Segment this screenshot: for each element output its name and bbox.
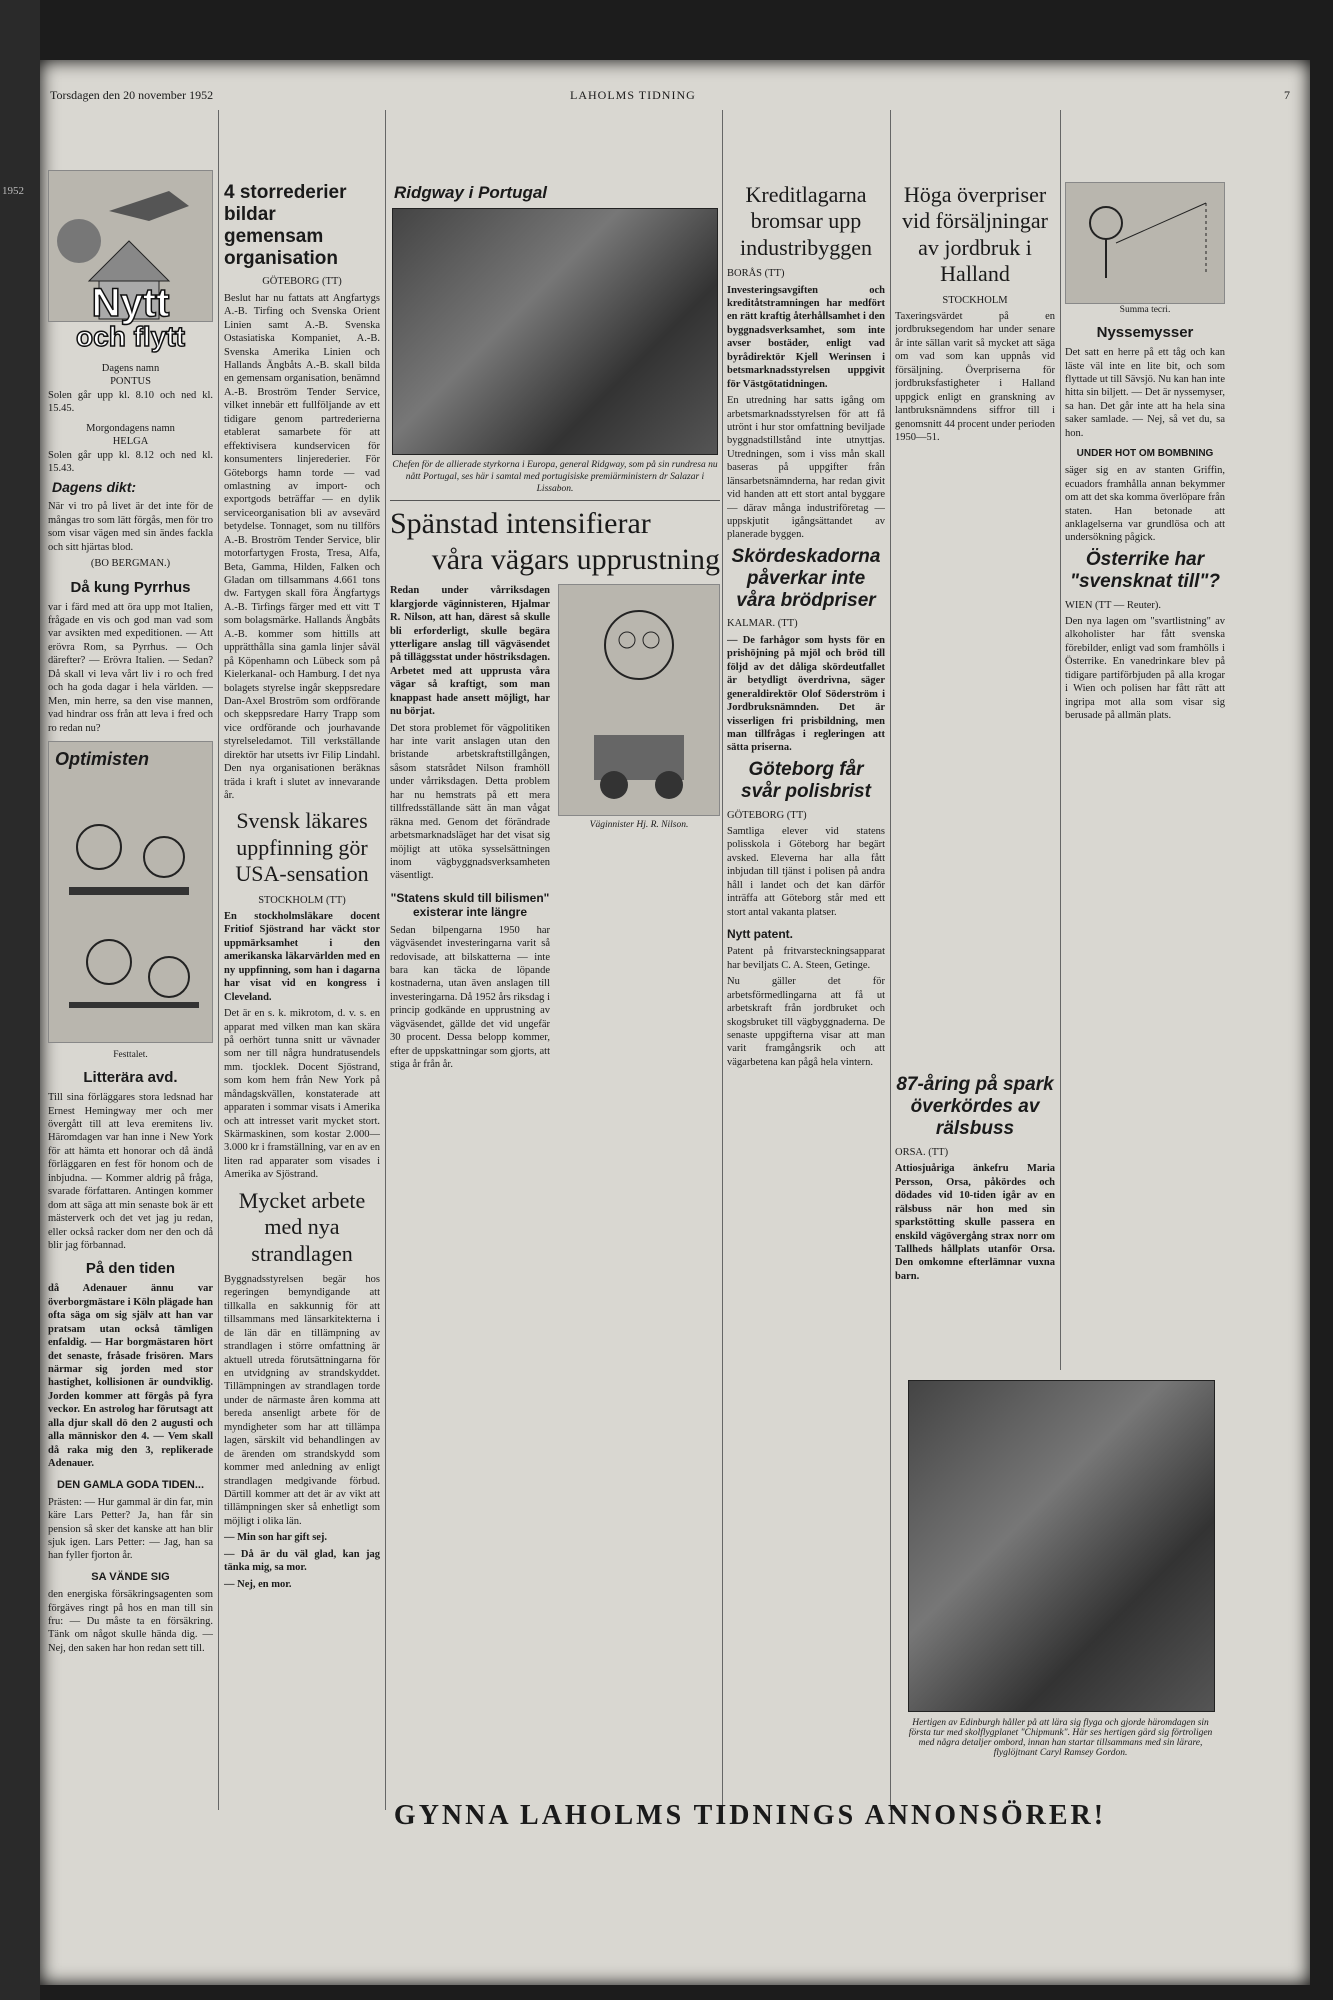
advertiser-banner: GYNNA LAHOLMS TIDNINGS ANNONSÖRER!: [393, 1800, 1107, 1831]
column-2: [224, 110, 380, 1790]
hoga-overpriser-headline: Höga överpriser vid försäljningar av jordbruk i Halland: [901, 182, 1049, 287]
dikt-author: (BO BERGMAN.): [90, 558, 171, 570]
column-6: [1065, 110, 1225, 1370]
bombning-body: säger sig en av stanten Griffin, ecuadors framhålla annan bekymmer om att det ska komma överlöpare från staten. Han betonade att anklagelserna var grundlösa och att undersökning pågick.: [1065, 465, 1225, 544]
statens-skuld-body: Sedan bilpengarna 1950 har vägväsendet investeringarna varit så redovisade, att bilskatterna — inte bara kan täcka de löpande kostnaderna, utan även anslagen till investeringarna. Då 1952 års riksdag i princip godkände en upprustning av vägväsendet, gällde det vid ungefär 30 procent. Dessa belopp kommer, efter de uppskattningar som gjorts, att stiga år från år.: [390, 924, 550, 1070]
kredit-headline: Kreditlagarna bromsar upp industribyggen: [740, 182, 872, 260]
nytt-patent-body: Patent på fritvarsteckningsapparat har beviljats C. A. Steen, Getinge.: [727, 946, 885, 971]
divider: [390, 500, 720, 501]
skorde-body: — De farhågor som hysts för en prishöjning på mjöl och bröd till följd av det dåliga skördeutfallet är betydligt överdrivna, säger generaldirektör Olof Söderström i Jordbruksnämnden. Det är visserligen fri prisbildning, men man tillfrågas i regleringen att sätta priserna.: [727, 634, 885, 754]
cartoon-caption: Festtalet.: [113, 1049, 148, 1060]
fisherman-drawing: [1066, 183, 1225, 303]
litterara-heading: Litterära avd.: [83, 1069, 178, 1087]
nytt-och-flytt-illustration: [48, 170, 213, 352]
column-rule: [722, 110, 723, 1810]
spanstad-lead: Redan under vårriksdagen klargjorde väginnisteren, Hjalmar R. Nilson, att han, därest så skulle bli erforderligt, skulle begära ytterligare anslag till vägväsendet på tilläggsstat under höstriksdagen. Arbetet med att upprusta våra vägar så kraftigt, som man knappast hade ansett möjligt, har nu börjat.: [390, 585, 550, 718]
lakare-dateline: STOCKHOLM (TT): [258, 894, 346, 906]
ridgway-headline: Ridgway i Portugal: [394, 183, 548, 202]
osterrike-dateline: WIEN (TT — Reuter).: [1065, 599, 1162, 611]
spanstad-headline-line2: våra vägars upprustning: [431, 543, 720, 577]
page-edge-left: [0, 0, 40, 2000]
rederier-headline: 4 storrederier bildar gemensam organisation: [224, 182, 347, 269]
spanstad-body: Det stora problemet för vägpolitiken har inte varit anslagen utan den bristande arbetskraftstillgången, såsom statsrådet Nilson framhöll under vårriksdagen. Detta problem har nu hemstrats på ett mera tillfredsställande sätt än man vågat räkna med. Genom det förändrade arbetsmarknadsläget har det visat sig möjligt att utöka sysselsättningen inom vägbyggnadsverksamheten väsentligt.: [390, 722, 550, 882]
summa-tecri-cartoon: [1065, 182, 1225, 304]
edinburgh-photo-caption: Hertigen av Edinburgh håller på att lära sig flyga och gjorde häromdagen sin första tur med skolflygplanet "Chipmunk". Här ses hertigen gärd sig förtroligen med några detaljer ombord, innan han startar tillsammans med sin lärare, flyglöjtnant Caryl Ramsey Gordon.: [908, 1718, 1213, 1758]
rederier-dateline: GÖTEBORG (TT): [262, 276, 342, 288]
page-header: [50, 84, 1300, 106]
orsa-dateline: ORSA. (TT): [895, 1146, 949, 1158]
caricature-drawing: [559, 585, 719, 815]
rederier-body: Beslut har nu fattats att Angfartygs A.-B. Tirfing och Svenska Orient Linien samt A.-B. Svenska Ostasiatiska Kompaniet, A.-B. Svenska Amerika Linien och Hallands Ängbåts A.-B. skall bilda en gemensam organisation, benämnd A.-B. Broström Tender Service, vilket innebär ett fullföljande av ett tidigare genom partrederierna etablerat samarbete för att effektivisera kundservicen för konsumenters linjerederier. För Göteborgs hamn torde — vad omlastning av import- och exportgods beträffar — en dylik serviceorganisation bli av avsevärd betydelse. Tonnaget, som nu tillförs A.-B. Broström Tender Service, blir motorfartygen Frosta, Tresa, Alfa, Beta, Gamma, Hilden, Falken och Gladan om tillsammans 4.661 tons dw. Fartygen skall föra Ängfartygs A.-B. Tirfings färger med ett vitt T som bolagsmärke. Hallands Ängbåts A.-B. kommer som hittills att upprätthålla sina gamla linjer såväl på Köpenhamn och Lübeck som på Kielerkanal- och Hamburg. I det nya bolagets styrelse ingår skeppsredare Dan-Axel Broström som ordförande och skeppsredare Harry Trapp som vice ordförande och jourhavande styrelseledamot. Till verkställande direktör har utsetts ivr Filip Lindahl. Den nya organisationen beräknas träda i kraft i slutet av innevarande år.: [224, 292, 380, 801]
nyssemysser-heading: Nyssemysser: [1096, 324, 1194, 342]
osterrike-headline: Österrike har "svensknat till"?: [1069, 548, 1220, 592]
nyssemysser-body: Det satt en herre på ett tåg och kan läste väl inte en lite bit, och som flyttade ut till Sävsjö. Nu kan han inte hitta sin biljett. — Det är nyssemyser, sa han. Det går inte att ha hela sina saker samlade. — Nej, så vet du, sa hon.: [1065, 347, 1225, 439]
skorde-headline: Skördeskadorna påverkar inte våra brödpriser: [731, 545, 881, 611]
spanstad-headline-line1: Spänstad intensifierar: [390, 507, 651, 541]
statens-skuld-headline: "Statens skuld till bilismen" existerar inte längre: [390, 890, 550, 920]
och-flytt-title: och flytt: [76, 321, 185, 352]
column-rule: [385, 110, 386, 1810]
nytt-title: Nytt: [91, 281, 170, 325]
osterrike-body: Den nya lagen om "svartlistning" av alkoholister har fått svenska förebilder, enligt vad som framhölls i Österrike. En vanedrinkare blev på tidigare partiförbjuden på alla krogar i Wien och polisen har fått rätt att ingripa mot alla som visar sig berusade på allmän plats.: [1065, 615, 1225, 722]
kredit-dateline: BORÅS (TT): [727, 268, 785, 280]
joke-line-3: — Nej, en mor.: [224, 1578, 292, 1590]
strandlagen-headline: Mycket arbete med nya strandlagen: [238, 1187, 366, 1266]
sunrise-text: Solen går upp kl. 8.10 och ned kl. 15.45.: [48, 389, 213, 415]
sunrise-tomorrow-text: Solen går upp kl. 8.12 och ned kl. 15.43.: [48, 449, 213, 475]
cartoon-drawing: [49, 777, 213, 1037]
ridgway-photo-caption: Chefen för de allierade styrkorna i Europa, general Ridgway, som på sin rundresa nu nått Portugal, ses här i samtal med portugisiske premiärministern dr Salazar i Lissabon.: [392, 459, 718, 495]
column-4: [727, 110, 885, 1790]
pyrrhus-heading: Då kung Pyrrhus: [70, 578, 191, 596]
column-rule: [218, 110, 219, 1810]
bombning-heading: UNDER HOT OM BOMBNING: [1076, 448, 1214, 460]
sa-vande-heading: SA VÄNDE SIG: [91, 1570, 170, 1583]
header-date: Torsdagen den 20 november 1952: [50, 88, 214, 102]
name-day-label: Dagens namn: [101, 363, 160, 374]
goteborg-body: Samtliga elever vid statens polisskola i Göteborg har begärt avsked. Eleverna har alla fått inbjudan till tjänst i polisen på andra håll i landet och det kan därför inträffa att Göteborg står med ett stort antal vakanta platser.: [727, 825, 885, 918]
edinburgh-photo: [908, 1380, 1215, 1712]
continued-body: Nu gäller det för arbetsförmedlingarna att få ut arbetskraft från jordbruket och skogsbruket till vägbyggnaderna. De senaste uppgifterna visar att man varit framgångsrik och att vägarbetena kan pågå hela vintern.: [727, 976, 885, 1068]
sa-vande-text: den energiska försäkringsagenten som förgäves ringt på hos en man till sin fru: — Du måste ta en försäkring. Tänk om något skulle hända dig. — Nej, den saken har hon redan sett till.: [48, 1589, 213, 1654]
pa-den-tiden-text: då Adenauer ännu var överborgmästare i Köln plägade han ofta säga om sig själv att han var pratsam utan också tämligen enfaldig. — Har borgmästaren hört det senaste, fråsade frisören. Mars närmar sig jorden med stor hastighet, kollisionen är oundviklig. Jorden kommer att förgås på fyra veckor. En astrolog har förutsagt att alla djur skall dö den 2 augusti och alla människor den 4. — Vem skall då raka mig den 3, replikerade Adenauer.: [48, 1283, 213, 1470]
dagens-dikt-text: När vi tro på livet är det inte för de mångas tro som lätt förgås, men för tro som visar vägen med sin ändes fackla och sitt hjärtas blod.: [48, 501, 213, 553]
kredit-body: En utredning har satts igång om arbetsmarknadsstyrelsen för att få utrönt i hur stor omfattning beviljade byggnadstillstånd inte utnyttjas. Utredningen, som i viss mån skall baseras på uppgifter från länsarbetsnämnderna, har redan givit vid handen att ett stort antal byggare — därav många industriföretag — uppskjutit igångsättandet av planerade byggen.: [727, 395, 885, 541]
header-page-number: 7: [1284, 88, 1290, 102]
optimisten-label: Optimisten: [55, 748, 150, 769]
column-rule: [1060, 110, 1061, 1370]
nilson-caricature: [558, 584, 720, 816]
litterara-text: Till sina förläggares stora ledsnad har Ernest Hemingway mer och mer övergått till att leva eremitens liv. Häromdagen var han inne i New York för att hämta ett honorar och då ändå förläggaren en fest för honom och de inbjudna. — Kommer aldrig på fråga, svarade författaren. Antingen kommer dom att säga att min senaste bok är ett mästerverk och det vet jag ju redan, eller också racker dom ner den och då blir jag förbannad.: [48, 1092, 213, 1251]
joke-line-1: — Min son har gift sej.: [224, 1532, 328, 1544]
optimisten-cartoon: [48, 741, 213, 1043]
nytt-patent-heading: Nytt patent.: [727, 927, 793, 942]
ridgway-salazar-photo: [392, 208, 718, 455]
column-1: [48, 110, 213, 1880]
goteborg-dateline: GÖTEBORG (TT): [727, 809, 807, 821]
column-rule: [890, 110, 891, 1810]
header-paper-name: LAHOLMS TIDNING: [570, 88, 696, 102]
dagens-dikt-heading: Dagens dikt:: [52, 478, 137, 495]
goteborg-headline: Göteborg får svår polisbrist: [741, 758, 871, 802]
summa-caption: Summa tecri.: [1119, 305, 1171, 315]
strandlagen-body: Byggnadsstyrelsen begär hos regeringen bemyndigande att tillkalla en sakkunnig för att tillsammans med länsarkitekterna i de län där en tillämpning av strandlagen i större omfattning är aktuell utreda förutsättningarna för en utvidgning av strandskyddet. Tillämpningen av strandlagen torde under de närmaste åren komma att bereda ansenligt arbete för de myndigheter som har att tillämpa lagen, särskilt vid behandlingen av de ärenden om strandskydd som kommer med anledning av enligt strandlagen medgivande förbud. Därtill kommer att det är av vikt att tillämpningen sker så enhetligt som möjligt i olika län.: [224, 1273, 380, 1527]
column-3: [390, 110, 720, 1790]
name-day: PONTUS: [110, 376, 151, 388]
lakare-lead: En stockholmsläkare docent Fritiof Sjöstrand har väckt stor uppmärksamhet i den amerikanska läkarvärlden med en ny uppfinning, som han i dagarna har visat vid en kongress i Cleveland.: [224, 911, 380, 1003]
gamla-goda-text: Prästen: — Hur gammal är din far, min käre Lars Petter? Ja, han får sin pension så sker det kanske att han blir sjuk igen. Lars Petter: — Jag, han sa han fyller fjorton år.: [48, 1496, 213, 1562]
name-day-tomorrow-label: Morgondagens namn: [86, 422, 175, 434]
kredit-lead: Investeringsavgiften och kreditåtstramningen har medfört en rätt kraftig återhållsamhet i den byggnadsverksamhet, som inte avser bostäder, enligt vad byrådirektör Kjell Werinsen i betsmarknadsstyrelsen uppgivit för Västgötatidningen.: [727, 284, 885, 390]
gamla-goda-heading: DEN GAMLA GODA TIDEN...: [56, 1478, 205, 1491]
orsa-headline: 87-åring på spark överkördes av rälsbuss: [896, 1074, 1054, 1140]
edge-year: 1952: [2, 185, 24, 197]
hoga-dateline: STOCKHOLM: [942, 294, 1008, 306]
nilson-caption: Väginnister Hj. R. Nilson.: [589, 820, 689, 831]
hoga-body: Taxeringsvärdet på en jordbruksegendom har under senare år inte sällan varit så mycket att säga om vad som kan uppnås vid försäljning. Överpriserna för jordbruksfastigheter i Halland uppgick enligt en granskning av lantbruksnämndens siffror till i genomsnitt 44 procent under perioden 1950—51.: [895, 311, 1055, 443]
pyrrhus-text: var i färd med att öra upp mot Italien, frågade en vis och god man vad som var avsikten med expeditionen. — Att erövra Rom, sa Pyrrhus. — Och därefter? — Erövra Italien. — Sedan? Då skall vi leva vårt liv i ro och fred och ha goda dagar i hela världen. — Men, min herre, sa den vise mannen, vad hindrar oss från att leva i fred och ro redan nu?: [48, 601, 213, 734]
joke-line-2: — Då är du väl glad, kan jag tänka mig, sa mor.: [224, 1548, 380, 1574]
pa-den-tiden-heading: På den tiden: [85, 1260, 176, 1278]
skorde-dateline: KALMAR. (TT): [727, 618, 798, 630]
orsa-body: Attiosjuåriga änkefru Maria Persson, Orsa, påkördes och dödades vid 10-tiden igår av en rälsbuss när hon med sin sparkstötting skulle passera en enskild vägövergång strax norr om Tallheds hållplats utanför Orsa. Den omkomne efterlämnar vuxna barn.: [895, 1163, 1055, 1282]
lakare-body: Det är en s. k. mikrotom, d. v. s. en apparat med vilken man kan skära på oerhört tunna snitt ur vävnader som ner till några hundratusendels mm. tjocklek. Docent Sjöstrand, som kom hem från New York på måndagskvällen, konstaterade att apparaten i sommar visats i Amerika och att intresset varit mycket stort. Skärmaskinen, som kostar 2.000—3.000 kr i framställning, var en av en liten rad apparater som visades i Amerika av Sjöstrand.: [224, 1008, 380, 1181]
name-day-tomorrow: HELGA: [112, 436, 149, 448]
lakare-headline: Svensk läkares uppfinning gör USA-sensation: [235, 808, 369, 887]
